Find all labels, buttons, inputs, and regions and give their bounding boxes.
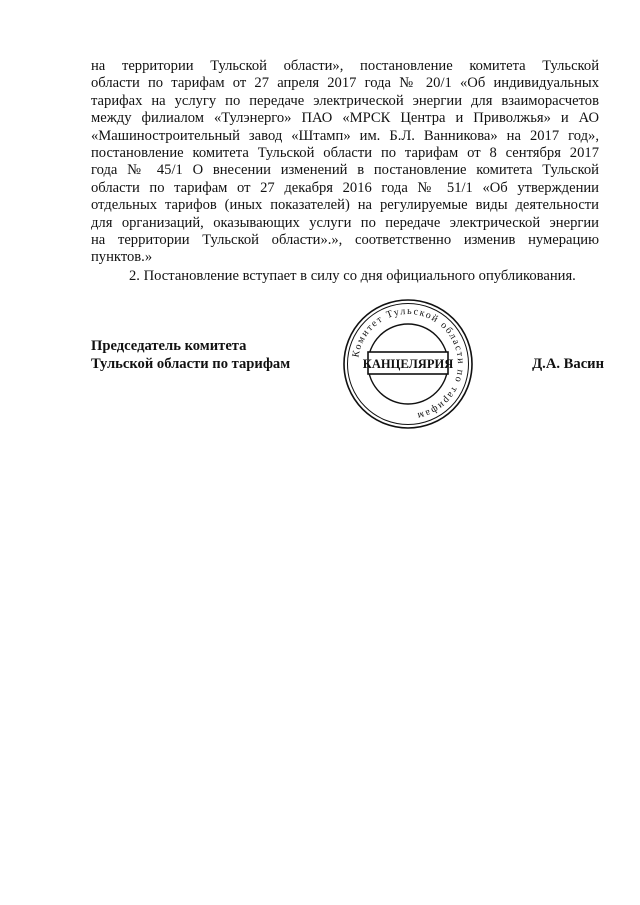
paragraph-line: постановление комитета Тульской области по тарифам от 8 сентября 2017 — [91, 145, 599, 162]
paragraph-line: области по тарифам от 27 декабря 2016 года № 51/1 «Об утверждении — [91, 179, 599, 196]
seal-ring-textpath: Комитет Тульской области по тарифам — [350, 305, 467, 422]
paragraph-line: тарифах на услугу по передаче электрической энергии для взаиморасчетов — [91, 92, 599, 109]
signatory-title-line-2: Тульской области по тарифам — [91, 355, 291, 372]
paragraph-line: пунктов.» — [91, 249, 153, 266]
signatory-title — [91, 338, 290, 373]
paragraph-line: на территории Тульской области», постановление комитета Тульской — [91, 58, 599, 74]
clause-2 — [91, 268, 599, 285]
resolution-paragraph — [91, 58, 599, 267]
seal-center-text: КАНЦЕЛЯРИЯ — [362, 357, 454, 371]
paragraph-line: года № 45/1 О внесении изменений в постановление комитета Тульской — [91, 162, 599, 179]
paragraph-line: на территории Тульской области».», соответственно изменив нумерацию — [91, 232, 599, 249]
paragraph-line: между филиалом «Тулэнерго» ПАО «МРСК Центра и Приволжья» и АО — [91, 110, 599, 127]
signatory-name: Д.А. Васин — [532, 356, 604, 372]
paragraph-line: области по тарифам от 27 апреля 2017 года № 20/1 «Об индивидуальных — [91, 75, 599, 92]
clause-2-text: 2. Постановление вступает в силу со дня официального опубликования. — [129, 268, 576, 284]
paragraph-line: для организаций, оказывающих услуги по передаче электрической энергии — [91, 214, 599, 231]
paragraph-line: отдельных тарифов (иных показателей) на регулируемые виды деятельности — [91, 197, 599, 214]
signatory-title-line-1: Председатель комитета — [91, 338, 247, 354]
paragraph-line: «Машиностроительный завод «Штамп» им. Б.Л. Ванникова» на 2017 год», — [91, 127, 599, 144]
official-seal-stamp — [342, 298, 474, 430]
